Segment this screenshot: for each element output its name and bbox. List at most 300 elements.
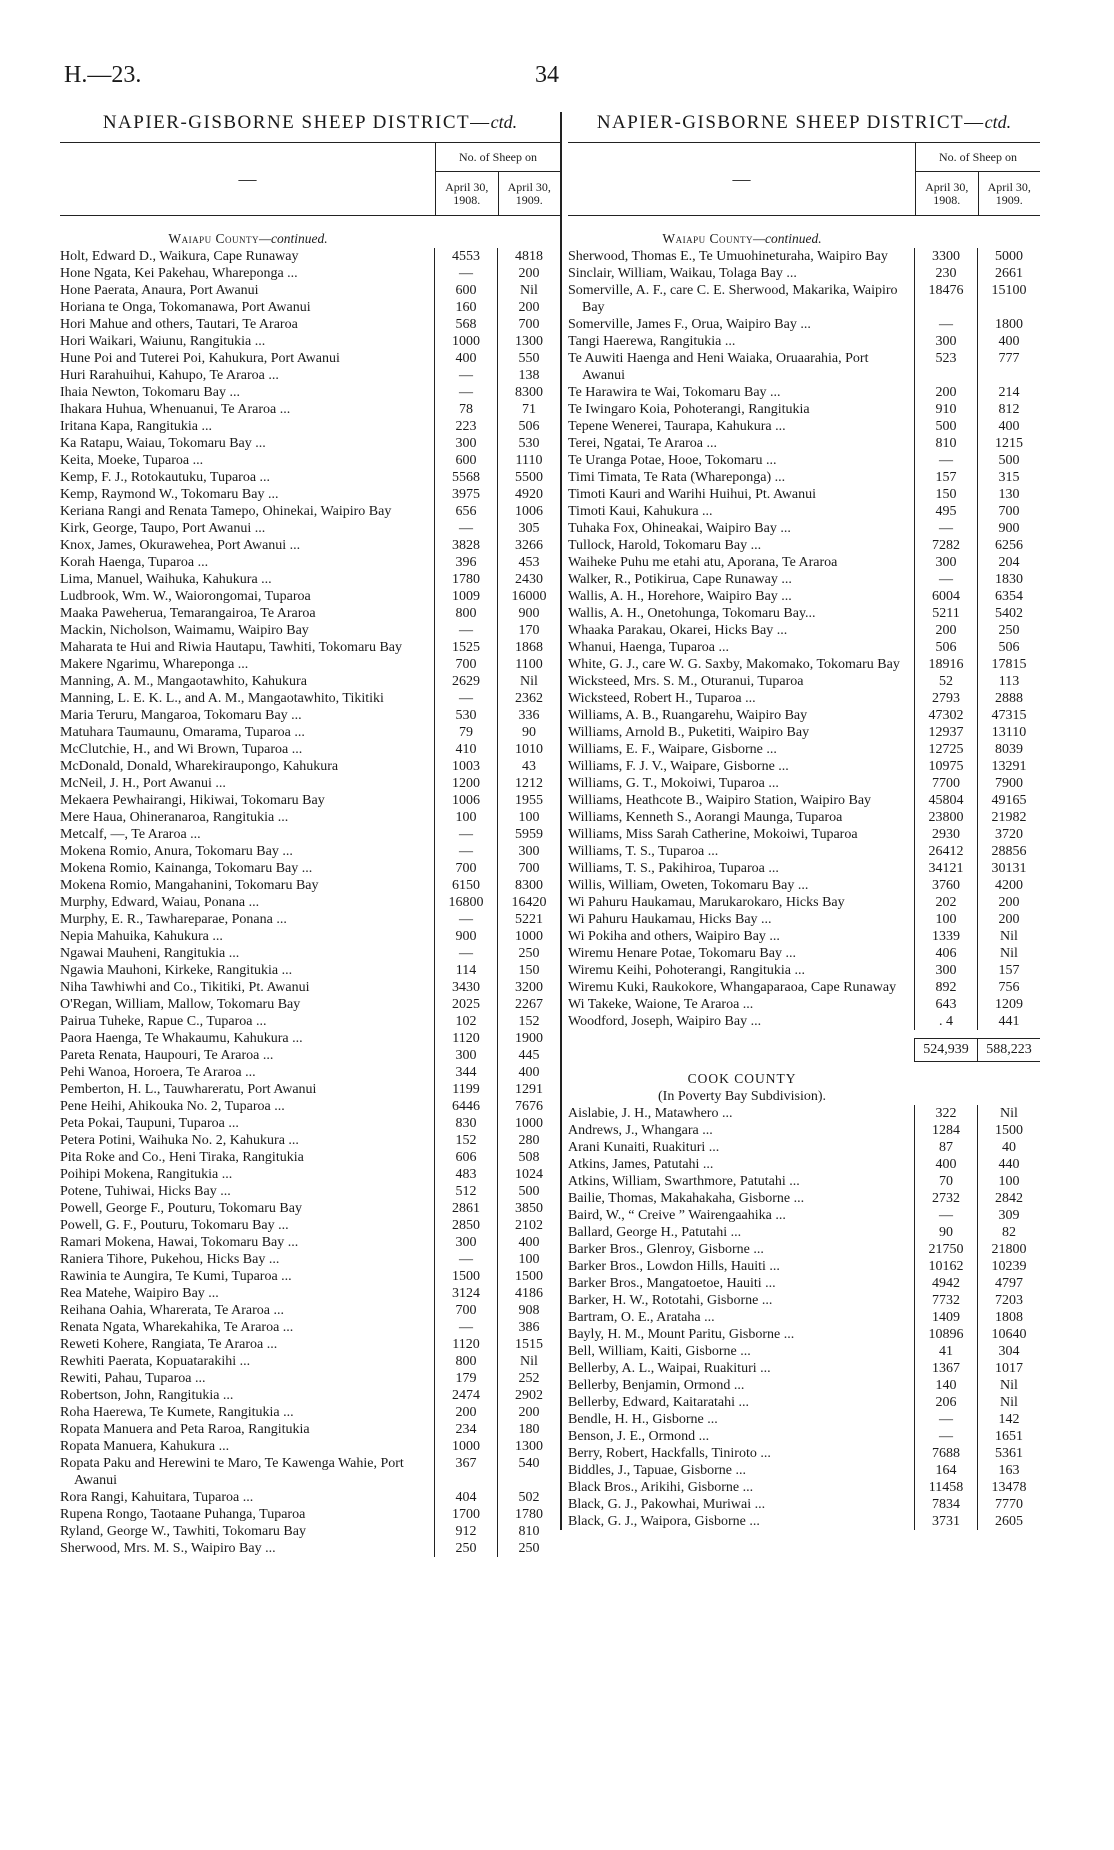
sheep-1909: 5959	[497, 826, 560, 843]
owner-name: Barker Bros., Mangatoetoe, Hauiti ...	[568, 1276, 776, 1291]
sheep-1909: 2362	[497, 690, 560, 707]
owner-name: Williams, T. S., Tuparoa ...	[568, 844, 719, 859]
owner-name: Petera Potini, Waihuka No. 2, Kahukura ...	[60, 1133, 299, 1148]
table-row	[568, 1377, 1040, 1394]
col-1909-header: April 30, 1909.	[498, 172, 561, 215]
sheep-1909: 1500	[977, 1122, 1040, 1139]
sheep-1909: 304	[977, 1343, 1040, 1360]
sheep-1909: 138	[497, 367, 560, 384]
sheep-1909: 1955	[497, 792, 560, 809]
owner-name: Peta Pokai, Taupuni, Tuparoa ...	[60, 1116, 239, 1131]
sheep-1908: 7834	[914, 1496, 977, 1513]
owner-name: Ngawia Mauhoni, Kirkeke, Rangitukia ...	[60, 963, 293, 978]
table-row	[60, 1370, 560, 1387]
table-row	[568, 792, 1040, 809]
table-row	[568, 435, 1040, 452]
sheep-1909: 10640	[977, 1326, 1040, 1343]
sheep-1909: 1868	[497, 639, 560, 656]
table-row	[60, 605, 560, 622]
sheep-1908: 230	[914, 265, 977, 282]
right-table-body	[568, 248, 1040, 1030]
sheep-1908: 300	[434, 435, 497, 452]
sheep-1908: 10975	[914, 758, 977, 775]
table-row	[60, 248, 560, 265]
sheep-1908: 523	[914, 350, 977, 384]
sheep-1908: 3828	[434, 537, 497, 554]
table-row	[568, 1445, 1040, 1462]
sheep-1908: 656	[434, 503, 497, 520]
name-column-header: —	[732, 168, 751, 189]
sheep-1909: 2902	[497, 1387, 560, 1404]
sheep-1908: 250	[434, 1540, 497, 1557]
sheep-1908: 18476	[914, 282, 977, 316]
table-row	[60, 282, 560, 299]
sheep-1908: 1200	[434, 775, 497, 792]
table-row	[60, 1268, 560, 1285]
table-row	[60, 843, 560, 860]
sheep-1908: 830	[434, 1115, 497, 1132]
sheep-1908: 3300	[914, 248, 977, 265]
owner-name: Sherwood, Thomas E., Te Umuohineturaha, Waipiro Bay	[568, 249, 888, 264]
owner-name: Keita, Moeke, Tuparoa ...	[60, 453, 204, 468]
owner-name: Huri Rarahuihui, Kahupo, Te Araroa ...	[60, 368, 279, 383]
owner-name: Te Uranga Potae, Hooe, Tokomaru ...	[568, 453, 777, 468]
table-row	[568, 469, 1040, 486]
table-row	[60, 537, 560, 554]
sheep-1909: 309	[977, 1207, 1040, 1224]
sheep-1908: 700	[434, 656, 497, 673]
sheep-1908: 2861	[434, 1200, 497, 1217]
sheep-1909: 400	[497, 1064, 560, 1081]
sheep-1909: 49165	[977, 792, 1040, 809]
owner-name: Somerville, A. F., care C. E. Sherwood, Makarika, Waipiro Bay	[568, 283, 898, 315]
owner-name: Wiremu Henare Potae, Tokomaru Bay ...	[568, 946, 796, 961]
table-row	[60, 1336, 560, 1353]
sheep-1909: 5500	[497, 469, 560, 486]
sheep-1908: 1120	[434, 1336, 497, 1353]
sheep-1909: 6354	[977, 588, 1040, 605]
sheep-1908: —	[914, 571, 977, 588]
sheep-1909: 13110	[977, 724, 1040, 741]
owner-name: Ramari Mokena, Hawai, Tokomaru Bay ...	[60, 1235, 299, 1250]
sheep-1908: 10896	[914, 1326, 977, 1343]
sheep-1909: 700	[497, 860, 560, 877]
table-row	[60, 962, 560, 979]
sheep-1908: 1367	[914, 1360, 977, 1377]
sheep-1909: 550	[497, 350, 560, 367]
owner-name: Holt, Edward D., Waikura, Cape Runaway	[60, 249, 299, 264]
table-row	[568, 843, 1040, 860]
table-row	[60, 792, 560, 809]
sheep-1908: 11458	[914, 1479, 977, 1496]
owner-name: Biddles, J., Tapuae, Gisborne ...	[568, 1463, 747, 1478]
table-row	[60, 401, 560, 418]
sheep-1908: 3760	[914, 877, 977, 894]
table-row	[568, 282, 1040, 316]
table-row	[60, 860, 560, 877]
table-header	[568, 142, 1040, 216]
table-row	[568, 571, 1040, 588]
sheep-1909: 386	[497, 1319, 560, 1336]
sheep-1909: 336	[497, 707, 560, 724]
sheep-1908: 164	[914, 1462, 977, 1479]
table-row	[568, 265, 1040, 282]
sheep-1908: 7688	[914, 1445, 977, 1462]
sheep-1909: 8300	[497, 384, 560, 401]
owner-name: Willis, William, Oweten, Tokomaru Bay ...	[568, 878, 809, 893]
sheep-1908: 568	[434, 316, 497, 333]
sheep-1909: 204	[977, 554, 1040, 571]
table-row	[60, 1251, 560, 1268]
sheep-1909: 1808	[977, 1309, 1040, 1326]
table-row	[568, 724, 1040, 741]
table-row	[60, 928, 560, 945]
owner-name: Nepia Mahuika, Kahukura ...	[60, 929, 223, 944]
owner-name: Rupena Rongo, Taotaane Puhanga, Tuparoa	[60, 1507, 306, 1522]
sheep-1909: 200	[497, 299, 560, 316]
sheep-1909: 445	[497, 1047, 560, 1064]
right-column	[560, 112, 1040, 1530]
owner-name: Te Iwingaro Koia, Pohoterangi, Rangitukia	[568, 402, 810, 417]
table-row	[568, 775, 1040, 792]
sheep-1908: 1500	[434, 1268, 497, 1285]
sheep-1909: 300	[497, 843, 560, 860]
sheep-1909: 252	[497, 1370, 560, 1387]
sheep-1909: 170	[497, 622, 560, 639]
owner-name: Barker Bros., Glenroy, Gisborne ...	[568, 1242, 764, 1257]
sheep-1909: 40	[977, 1139, 1040, 1156]
sheep-1908: 78	[434, 401, 497, 418]
owner-name: Ludbrook, Wm. W., Waiorongomai, Tuparoa	[60, 589, 311, 604]
sheep-1909: 280	[497, 1132, 560, 1149]
sheep-1908: —	[914, 316, 977, 333]
sheep-1908: 4553	[434, 248, 497, 265]
table-row	[60, 639, 560, 656]
sheep-1909: 30131	[977, 860, 1040, 877]
owner-name: Matuhara Taumaunu, Omarama, Tuparoa ...	[60, 725, 305, 740]
left-table-body	[60, 248, 560, 1557]
sheep-1909: 305	[497, 520, 560, 537]
sheep-1908: 7282	[914, 537, 977, 554]
sheep-1909: 5361	[977, 1445, 1040, 1462]
owner-name: Whaaka Parakau, Okarei, Hicks Bay ...	[568, 623, 788, 638]
sheep-1908: 506	[914, 639, 977, 656]
owner-name: McClutchie, H., and Wi Brown, Tuparoa ...	[60, 742, 303, 757]
table-row	[568, 673, 1040, 690]
page-number: 34	[535, 62, 559, 88]
table-row	[568, 1394, 1040, 1411]
sheep-1908: —	[434, 690, 497, 707]
table-row	[60, 1319, 560, 1336]
sheep-1908: —	[434, 826, 497, 843]
owner-name: Hori Waikari, Waiunu, Rangitukia ...	[60, 334, 266, 349]
owner-name: Rea Matehe, Waipiro Bay ...	[60, 1286, 219, 1301]
owner-name: Murphy, Edward, Waiau, Ponana ...	[60, 895, 260, 910]
sheep-1908: —	[914, 1207, 977, 1224]
owner-name: Ballard, George H., Patutahi ...	[568, 1225, 742, 1240]
sheep-1909: 1300	[497, 1438, 560, 1455]
sheep-1909: 200	[977, 911, 1040, 928]
table-row	[60, 1387, 560, 1404]
sheep-1908: —	[434, 622, 497, 639]
table-row	[568, 503, 1040, 520]
sheep-1908: 300	[914, 554, 977, 571]
owner-name: Ropata Manuera, Kahukura ...	[60, 1439, 230, 1454]
sheep-1909: 1000	[497, 928, 560, 945]
sheep-1908: 1409	[914, 1309, 977, 1326]
sheep-1908: —	[914, 452, 977, 469]
district-title: NAPIER-GISBORNE SHEEP DISTRICT—ctd.	[102, 112, 518, 133]
owner-name: Poihipi Mokena, Rangitukia ...	[60, 1167, 233, 1182]
table-row	[568, 1275, 1040, 1292]
owner-name: Terei, Ngatai, Te Araroa ...	[568, 436, 717, 451]
table-row	[568, 741, 1040, 758]
owner-name: Makere Ngarimu, Whareponga ...	[60, 657, 249, 672]
sheep-1908: 6446	[434, 1098, 497, 1115]
left-column	[60, 112, 560, 1557]
table-row	[568, 1343, 1040, 1360]
sheep-1909: 7770	[977, 1496, 1040, 1513]
sheep-1909: 1300	[497, 333, 560, 350]
owner-name: Te Auwiti Haenga and Heni Waiaka, Oruaarahia, Port Awanui	[568, 351, 869, 383]
sheep-1908: 12937	[914, 724, 977, 741]
sheep-1908: 100	[914, 911, 977, 928]
owner-name: Sherwood, Mrs. M. S., Waipiro Bay ...	[60, 1541, 276, 1556]
owner-name: Iritana Kapa, Rangitukia ...	[60, 419, 213, 434]
sheep-1909: 5221	[497, 911, 560, 928]
owner-name: Renata Ngata, Wharekahika, Te Araroa ...	[60, 1320, 294, 1335]
table-row	[568, 1241, 1040, 1258]
sheep-1909: 2267	[497, 996, 560, 1013]
table-row	[60, 758, 560, 775]
table-row	[60, 554, 560, 571]
owner-name: Horiana te Onga, Tokomanawa, Port Awanui	[60, 300, 311, 315]
owner-name: Walker, R., Potikirua, Cape Runaway ...	[568, 572, 792, 587]
sheep-1908: 5211	[914, 605, 977, 622]
sheep-1908: 6150	[434, 877, 497, 894]
owner-name: Tullock, Harold, Tokomaru Bay ...	[568, 538, 762, 553]
owner-name: Woodford, Joseph, Waipiro Bay ...	[568, 1014, 762, 1029]
cook-county-heading: COOK COUNTY	[687, 1071, 797, 1086]
owner-name: Ryland, George W., Tawhiti, Tokomaru Bay	[60, 1524, 306, 1539]
sheep-1909: 700	[977, 503, 1040, 520]
owner-name: Pene Heihi, Ahikouka No. 2, Tuparoa ...	[60, 1099, 285, 1114]
table-row	[60, 367, 560, 384]
sheep-1909: 500	[977, 452, 1040, 469]
sheep-1909: 150	[497, 962, 560, 979]
sheep-1908: 206	[914, 1394, 977, 1411]
sheep-1908: 10162	[914, 1258, 977, 1275]
sheep-1908: 202	[914, 894, 977, 911]
sheep-1908: —	[434, 384, 497, 401]
sheep-1908: 400	[434, 350, 497, 367]
table-row	[60, 1047, 560, 1064]
table-row	[568, 1207, 1040, 1224]
sheep-1908: 1199	[434, 1081, 497, 1098]
sheep-1908: 800	[434, 605, 497, 622]
sheep-1908: 800	[434, 1353, 497, 1370]
sheep-1909: 4186	[497, 1285, 560, 1302]
owner-name: Keriana Rangi and Renata Tamepo, Ohinekai, Waipiro Bay	[60, 504, 392, 519]
sheep-1909: 82	[977, 1224, 1040, 1241]
table-row	[568, 877, 1040, 894]
sheep-1909: 43	[497, 758, 560, 775]
table-row	[568, 1411, 1040, 1428]
table-row	[568, 452, 1040, 469]
sheep-1908: —	[434, 911, 497, 928]
sheep-1909: 1110	[497, 452, 560, 469]
sheep-1908: 52	[914, 673, 977, 690]
owner-name: Wicksteed, Robert H., Tuparoa ...	[568, 691, 756, 706]
sheep-1908: 5568	[434, 469, 497, 486]
owner-name: Kemp, Raymond W., Tokomaru Bay ...	[60, 487, 279, 502]
sheep-1908: 179	[434, 1370, 497, 1387]
owner-name: Ngawai Mauheni, Rangitukia ...	[60, 946, 240, 961]
sheep-1908: —	[914, 1428, 977, 1445]
table-row	[60, 622, 560, 639]
county-total-row	[568, 1038, 1040, 1062]
table-row	[60, 1149, 560, 1166]
table-row	[568, 333, 1040, 350]
table-row	[568, 554, 1040, 571]
owner-name: Reweti Kohere, Rangiata, Te Araroa ...	[60, 1337, 278, 1352]
table-row	[568, 860, 1040, 877]
sheep-1908: 2629	[434, 673, 497, 690]
sheep-1908: —	[434, 265, 497, 282]
table-row	[568, 418, 1040, 435]
owner-name: Kemp, F. J., Rotokautuku, Tuparoa ...	[60, 470, 271, 485]
table-row	[60, 1132, 560, 1149]
sheep-1908: 2930	[914, 826, 977, 843]
owner-name: Tangi Haerewa, Rangitukia ...	[568, 334, 736, 349]
sheep-1908: 18916	[914, 656, 977, 673]
sheep-1909: 3720	[977, 826, 1040, 843]
sheep-1908: 300	[434, 1234, 497, 1251]
table-row	[60, 1455, 560, 1489]
owner-name: Williams, G. T., Mokoiwi, Tuparoa ...	[568, 776, 779, 791]
sheep-group-label: No. of Sheep on	[436, 143, 560, 172]
table-row	[568, 894, 1040, 911]
sheep-1909: 440	[977, 1156, 1040, 1173]
owner-name: Manning, L. E. K. L., and A. M., Mangaotawhito, Tikitiki	[60, 691, 384, 706]
owner-name: Ka Ratapu, Waiau, Tokomaru Bay ...	[60, 436, 266, 451]
sheep-1909: 756	[977, 979, 1040, 996]
sheep-1909: 3200	[497, 979, 560, 996]
table-row	[568, 1462, 1040, 1479]
owner-name: Arani Kunaiti, Ruakituri ...	[568, 1140, 720, 1155]
owner-name: Rewhiti Paerata, Kopuatarakihi ...	[60, 1354, 251, 1369]
sheep-1909: 441	[977, 1013, 1040, 1030]
sheep-1909: 113	[977, 673, 1040, 690]
owner-name: Rora Rangi, Kahuitara, Tuparoa ...	[60, 1490, 254, 1505]
sheep-1909: 250	[497, 945, 560, 962]
sheep-1908: 495	[914, 503, 977, 520]
owner-name: O'Regan, William, Mallow, Tokomaru Bay	[60, 997, 301, 1012]
table-row	[60, 1064, 560, 1081]
sheep-1909: 250	[497, 1540, 560, 1557]
sheep-1908: 700	[434, 1302, 497, 1319]
table-row	[60, 707, 560, 724]
sheep-1909: 900	[977, 520, 1040, 537]
sheep-1909: 142	[977, 1411, 1040, 1428]
table-row	[568, 1122, 1040, 1139]
table-row	[568, 690, 1040, 707]
owner-name: Benson, J. E., Ormond ...	[568, 1429, 710, 1444]
owner-name: Wiremu Kuki, Raukokore, Whangaparaoa, Cape Runaway	[568, 980, 897, 995]
owner-name: Mekaera Pewhairangi, Hikiwai, Tokomaru Bay	[60, 793, 325, 808]
sheep-1909: 400	[497, 1234, 560, 1251]
table-row	[60, 1098, 560, 1115]
sheep-1909: 71	[497, 401, 560, 418]
sheep-1909: 4920	[497, 486, 560, 503]
table-row	[568, 945, 1040, 962]
sheep-1909: 15100	[977, 282, 1040, 316]
sheep-1908: 300	[914, 333, 977, 350]
owner-name: Rawinia te Aungira, Te Kumi, Tuparoa ...	[60, 1269, 292, 1284]
owner-name: Reihana Oahia, Wharerata, Te Araroa ...	[60, 1303, 284, 1318]
table-row	[568, 248, 1040, 265]
sheep-1909: 8300	[497, 877, 560, 894]
sheep-1909: 1212	[497, 775, 560, 792]
sheep-1909: Nil	[977, 928, 1040, 945]
sheep-1909: 21982	[977, 809, 1040, 826]
sheep-1909: Nil	[977, 1105, 1040, 1122]
table-row	[568, 316, 1040, 333]
table-row	[60, 350, 560, 367]
sheep-1908: 6004	[914, 588, 977, 605]
table-row	[60, 1353, 560, 1370]
owner-name: Powell, G. F., Pouturu, Tokomaru Bay ...	[60, 1218, 289, 1233]
table-row	[568, 1360, 1040, 1377]
sheep-1909: 2430	[497, 571, 560, 588]
table-row	[568, 1105, 1040, 1122]
sheep-1909: 810	[497, 1523, 560, 1540]
owner-name: Maaka Paweherua, Temarangairoa, Te Araroa	[60, 606, 316, 621]
sheep-1909: 1215	[977, 435, 1040, 452]
owner-name: Niha Tawhiwhi and Co., Tikitiki, Pt. Awanui	[60, 980, 310, 995]
owner-name: Tepene Wenerei, Taurapa, Kahukura ...	[568, 419, 786, 434]
table-row	[60, 1013, 560, 1030]
cook-table-body	[568, 1105, 1040, 1530]
sheep-1908: 810	[914, 435, 977, 452]
owner-name: Kirk, George, Taupo, Port Awanui ...	[60, 521, 266, 536]
owner-name: Wi Pahuru Haukamau, Marukarokaro, Hicks Bay	[568, 895, 845, 910]
owner-name: Black, G. J., Waipora, Gisborne ...	[568, 1514, 760, 1529]
sheep-1908: 23800	[914, 809, 977, 826]
table-row	[60, 571, 560, 588]
owner-name: Barker, H. W., Rototahi, Gisborne ...	[568, 1293, 773, 1308]
sheep-1909: 7676	[497, 1098, 560, 1115]
sheep-1909: 908	[497, 1302, 560, 1319]
owner-name: Rewiti, Pahau, Tuparoa ...	[60, 1371, 206, 1386]
table-row	[568, 911, 1040, 928]
table-row	[568, 1292, 1040, 1309]
table-row	[568, 588, 1040, 605]
sheep-1909: 812	[977, 401, 1040, 418]
sheep-1908: —	[434, 367, 497, 384]
table-row	[60, 894, 560, 911]
sheep-1909: 2661	[977, 265, 1040, 282]
sheep-1909: 13478	[977, 1479, 1040, 1496]
table-row	[568, 384, 1040, 401]
sheep-1909: 1900	[497, 1030, 560, 1047]
sheep-1909: 540	[497, 1455, 560, 1489]
sheep-1909: 5000	[977, 248, 1040, 265]
owner-name: Ihaia Newton, Tokomaru Bay ...	[60, 385, 240, 400]
county-heading: Waiapu County—continued.	[662, 231, 822, 246]
table-row	[568, 1496, 1040, 1513]
owner-name: White, G. J., care W. G. Saxby, Makomako, Tokomaru Bay	[568, 657, 900, 672]
